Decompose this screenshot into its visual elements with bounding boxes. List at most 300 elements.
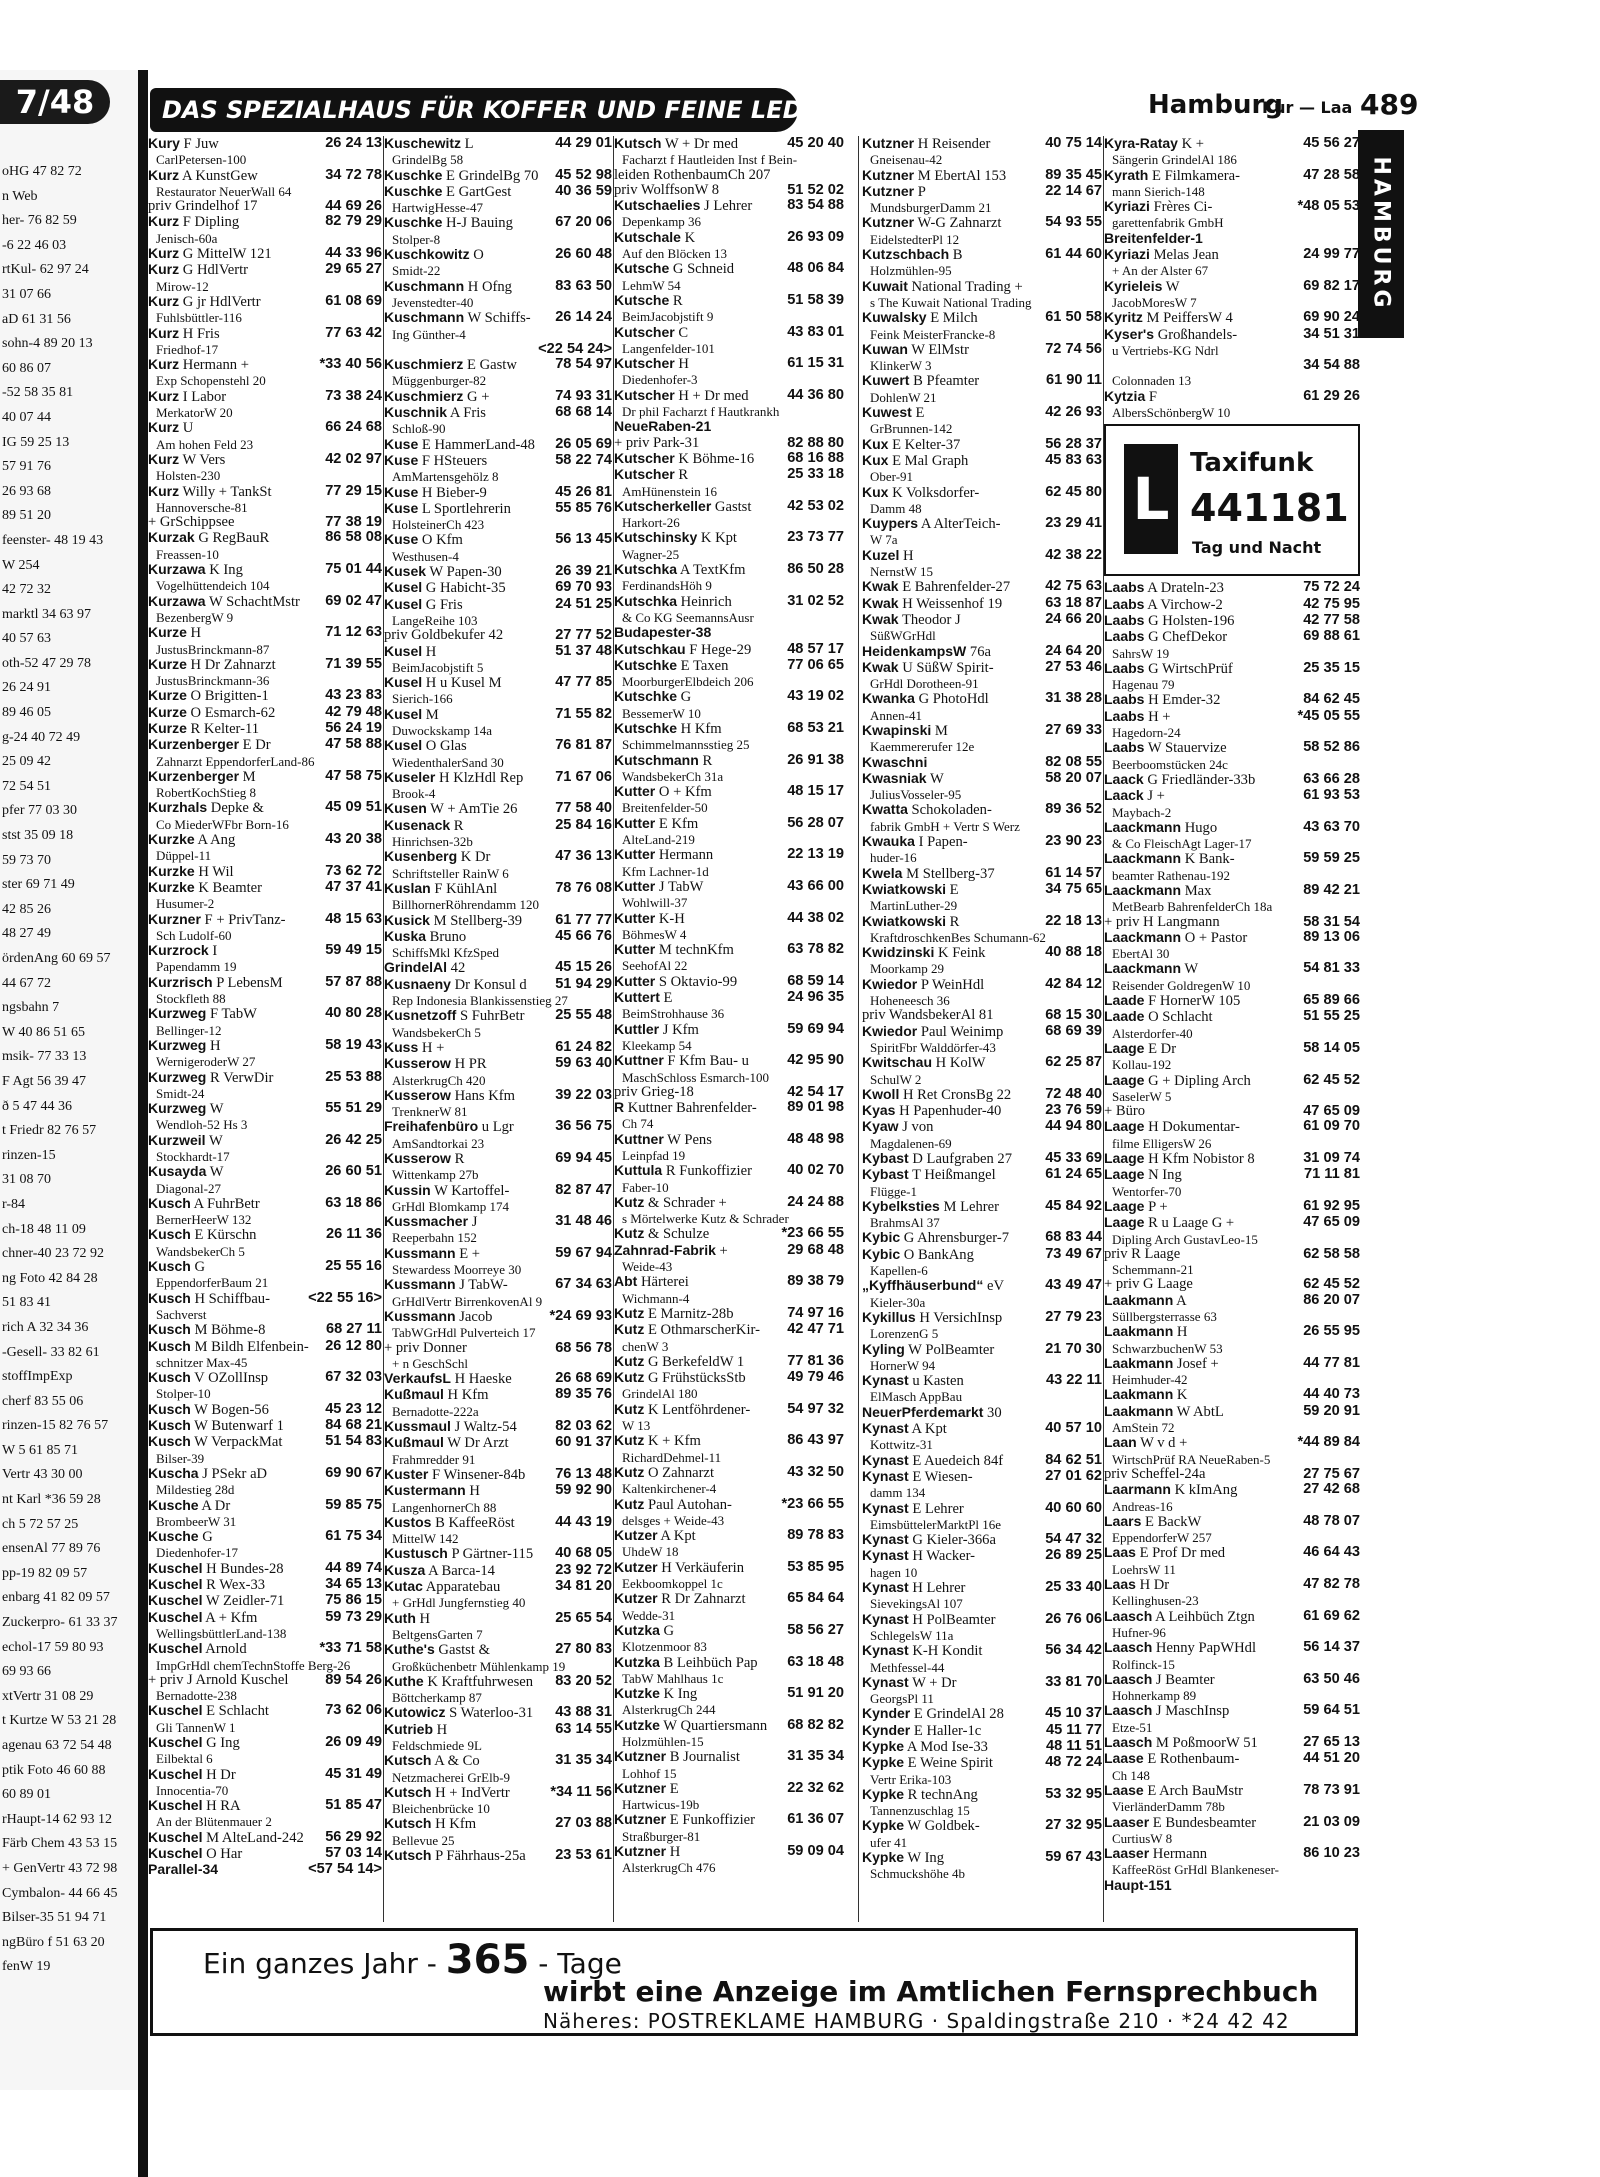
entry-address: WandsbekerCh 31a [622, 768, 724, 784]
entry-phone: 68 27 11 [325, 1321, 382, 1338]
left-page-line: t Friedr 82 76 57 [2, 1123, 97, 1139]
listing-entry [1104, 1009, 1360, 1041]
listing-entry [614, 625, 844, 641]
entry-address: Heimhuder-42 [1112, 1372, 1188, 1388]
entry-address: Kottwitz-31 [870, 1437, 933, 1453]
entry-address: W 13 [622, 1418, 651, 1434]
listing-entry [148, 864, 382, 880]
entry-address: Bernadotte-238 [156, 1688, 237, 1704]
listing-entry [148, 1196, 382, 1228]
listing-column-4 [862, 136, 1102, 1922]
entry-name: Kyser's Großhandels- [1104, 325, 1238, 343]
listing-entry [384, 977, 612, 1009]
listing-entry [614, 1370, 844, 1402]
entry-name: HeidenkampsW 76a [862, 642, 991, 660]
entry-address: Jenisch-60a [156, 230, 218, 246]
entry-address: Kfm Lachner-1d [622, 863, 709, 879]
entry-phone: 51 91 20 [787, 1685, 844, 1702]
listing-entry [1104, 1404, 1360, 1436]
entry-address: Leinpfad 19 [622, 1148, 686, 1163]
entry-phone: 42 75 63 [1045, 578, 1102, 595]
entry-address: hagen 10 [870, 1564, 918, 1580]
listing-entry [148, 168, 382, 200]
entry-name: Kuschmierz E Gastw [384, 356, 517, 374]
entry-phone: 61 75 34 [325, 1528, 382, 1545]
listing-entry [614, 136, 844, 168]
entry-phone: 89 36 52 [1045, 801, 1102, 818]
entry-phone: 83 63 50 [555, 277, 612, 294]
entry-name: Kusch W VerpackMat [148, 1433, 283, 1451]
listing-entry [384, 136, 612, 168]
entry-name: Kwatta Schokoladen- [862, 801, 992, 819]
entry-phone: 59 67 94 [555, 1244, 612, 1261]
entry-name: Kutz G BerkefeldW 1 [614, 1352, 745, 1370]
listing-entry [384, 1816, 612, 1848]
listing-entry [384, 1467, 612, 1483]
entry-name: Kustos B KaffeeRöst [384, 1513, 515, 1531]
entry-address: Holsten-230 [156, 468, 221, 484]
left-page-line: 51 83 41 [2, 1295, 51, 1311]
listing-entry [1104, 1577, 1360, 1609]
listing-entry [862, 755, 1102, 771]
listing-entry [614, 594, 844, 626]
entry-phone: 43 63 70 [1303, 818, 1360, 835]
entry-name: Laage R u Laage G + [1104, 1214, 1235, 1232]
listing-entry [384, 1611, 612, 1643]
listing-entry [862, 1151, 1102, 1167]
left-page-line: 44 67 72 [2, 975, 51, 991]
entry-address: LehmW 54 [622, 277, 681, 293]
listing-entry [148, 1070, 382, 1102]
entry-phone: 54 47 32 [1045, 1531, 1102, 1548]
entry-phone: 45 83 63 [1045, 451, 1102, 468]
entry-name: priv WandsbekerAl 81 [862, 1007, 994, 1024]
listing-entry [384, 1419, 612, 1435]
entry-name: Kusch V OZollInsp [148, 1369, 269, 1387]
listing-entry [1104, 692, 1360, 708]
entry-name: Kusnaeny Dr Konsul d [384, 975, 527, 993]
entry-name: Kuschel R Wex-33 [148, 1576, 266, 1594]
entry-name: Kuschkowitz O [384, 246, 484, 264]
entry-name: Kusnetzoff S FuhrBetr [384, 1007, 525, 1025]
left-page-line: Zuckerpro- 61 33 37 [2, 1615, 118, 1631]
listing-entry [148, 1593, 382, 1609]
listing-entry [862, 1548, 1102, 1580]
listing-entry [614, 1163, 844, 1195]
entry-phone: 62 58 58 [1303, 1245, 1360, 1262]
entry-address: + An der Alster 67 [1112, 263, 1209, 279]
listing-entry [614, 1497, 844, 1529]
listing-entry [614, 721, 844, 753]
entry-phone: 75 72 24 [1303, 579, 1360, 596]
entry-address: BezenbergW 9 [156, 609, 234, 625]
entry-address: RobertKochStieg 8 [156, 785, 257, 801]
entry-name: Kyritz M PeiffersW 4 [1104, 309, 1233, 327]
entry-phone: 89 35 45 [1045, 166, 1102, 183]
entry-address: AmSandtorkai 23 [392, 1135, 485, 1151]
entry-address: Schemmann-21 [1112, 1262, 1194, 1278]
entry-phone: 24 51 25 [555, 595, 612, 612]
listing-entry [148, 1767, 382, 1799]
entry-name: Kutzka G [614, 1621, 675, 1639]
entry-phone: 56 24 19 [325, 719, 382, 736]
listing-entry [1104, 1073, 1360, 1105]
left-page-line: 72 54 51 [2, 778, 51, 794]
listing-entry [384, 1183, 612, 1215]
listing-entry [1104, 358, 1360, 389]
entry-phone: 61 44 60 [1045, 246, 1102, 263]
entry-name: Kurzweg F TabW [148, 1005, 257, 1023]
entry-name: Kuschmann W Schiffs- [384, 309, 531, 327]
entry-phone: *23 66 55 [781, 1495, 844, 1512]
entry-name: Kutsch H Kfm [384, 1815, 477, 1833]
listing-entry [148, 530, 382, 562]
entry-name: priv WolffsonW 8 [614, 181, 720, 198]
entry-name: Kwaschni [862, 753, 928, 770]
listing-entry [1104, 629, 1360, 661]
listing-entry [614, 1274, 844, 1306]
entry-name: Kussin W Kartoffel- [384, 1181, 510, 1199]
taxi-title: Taxifunk [1190, 448, 1314, 478]
entry-phone: 45 10 37 [1045, 1705, 1102, 1722]
entry-phone: 68 15 30 [1045, 1007, 1102, 1024]
left-page-line: oHG 47 82 72 [2, 164, 82, 179]
entry-name: Kutscher H + Dr med [614, 386, 749, 404]
listing-entry [148, 1038, 382, 1070]
entry-address: Stockhardt-17 [156, 1149, 230, 1164]
entry-phone: 47 28 58 [1303, 166, 1360, 183]
entry-address: Mirow-12 [156, 278, 209, 294]
left-page-line: ch 5 72 57 25 [2, 1516, 79, 1532]
entry-address: Auf den Blöcken 13 [622, 246, 728, 262]
left-page-line: 40 07 44 [2, 409, 51, 425]
listing-entry [614, 753, 844, 785]
listing-entry [148, 625, 382, 657]
entry-name: Kurz I Labor [148, 387, 227, 405]
entry-address: BöhmesW 4 [622, 926, 687, 942]
entry-address: Sängerin GrindelAl 186 [1112, 152, 1237, 168]
entry-name: Kutscher C [614, 323, 689, 341]
entry-phone: 24 96 35 [787, 989, 844, 1006]
entry-phone: 58 22 74 [555, 451, 612, 468]
listing-entry [384, 405, 612, 437]
listing-entry [862, 977, 1102, 1009]
listing-entry [614, 847, 844, 879]
entry-name: Kynast H Lehrer [862, 1579, 966, 1597]
entry-phone: 53 85 95 [787, 1558, 844, 1575]
listing-entry [862, 1469, 1102, 1501]
entry-phone: 23 90 23 [1045, 833, 1102, 850]
entry-address: Eilbektal 6 [156, 1751, 213, 1767]
entry-phone: 83 54 88 [787, 197, 844, 214]
entry-address: Schmuckshöhe 4b [870, 1866, 965, 1882]
listing-entry [384, 1151, 612, 1183]
entry-address: u Vertriebs-KG Ndrl [1112, 342, 1219, 358]
entry-phone: 26 60 48 [555, 246, 612, 263]
entry-address: Flügge-1 [870, 1183, 917, 1199]
entry-phone: 59 67 43 [1045, 1849, 1102, 1866]
entry-phone: 56 28 07 [787, 814, 844, 831]
entry-phone: 73 62 06 [325, 1702, 382, 1719]
left-page-line: 89 46 05 [2, 705, 51, 721]
entry-name: priv R Laage [1104, 1245, 1181, 1262]
entry-name: Kussmann Jacob [384, 1307, 493, 1325]
listing-entry [1104, 199, 1360, 231]
entry-name: Kynast H Wacker- [862, 1547, 976, 1565]
entry-phone: 26 14 24 [555, 309, 612, 326]
entry-phone: 61 90 11 [1045, 372, 1102, 389]
entry-address: BrahmsAl 37 [870, 1215, 940, 1231]
entry-address: Kapellen-6 [870, 1263, 928, 1279]
listing-entry [148, 1830, 382, 1846]
entry-name: Laabs H + [1104, 707, 1171, 725]
left-page-line: n Web [2, 188, 38, 204]
header-range: Kur — Laa [1262, 98, 1353, 117]
entry-name: Laasch Henny PapWHdl [1104, 1639, 1257, 1657]
left-page-line: 48 27 49 [2, 926, 51, 942]
listing-entry [614, 1022, 844, 1054]
left-page-line: -52 58 35 81 [2, 385, 74, 401]
entry-phone: 67 34 63 [555, 1276, 612, 1293]
listing-entry [148, 246, 382, 262]
listing-entry [1104, 961, 1360, 993]
entry-phone: 27 03 88 [555, 1815, 612, 1832]
entry-address: VierländerDamm 78b [1112, 1799, 1225, 1815]
entry-name: Kusch W Bogen-56 [148, 1400, 269, 1418]
entry-address: SchlegelsW 11a [870, 1627, 954, 1643]
entry-phone: 69 88 61 [1303, 628, 1360, 645]
entry-phone: 25 55 48 [555, 1007, 612, 1024]
entry-phone: 42 77 58 [1303, 611, 1360, 628]
entry-address: Brook-4 [392, 786, 436, 802]
listing-entry [148, 484, 382, 516]
column-rule [858, 136, 859, 1922]
entry-name: Kutzke K Ing [614, 1685, 698, 1703]
entry-name: Kutsch W + Dr med [614, 135, 739, 152]
entry-address: Wedde-31 [622, 1607, 676, 1623]
entry-name: Kwauka I Papen- [862, 833, 968, 851]
entry-name: Kwanka G PhotoHdl [862, 690, 989, 708]
listing-entry [148, 737, 382, 769]
entry-name: Kutter M technKfm [614, 941, 734, 959]
entry-address: Kleekamp 54 [622, 1037, 692, 1053]
entry-name: Laackmann K Bank- [1104, 850, 1235, 868]
listing-entry [862, 1850, 1102, 1882]
listing-entry [148, 389, 382, 421]
entry-address: JacobMoresW 7 [1112, 294, 1197, 310]
entry-address: Jevenstedter-40 [392, 294, 474, 310]
entry-address: Bernadotte-222a [392, 1403, 479, 1419]
entry-name: Kussmann J TabW- [384, 1276, 508, 1294]
entry-name: Kusen W + AmTie 26 [384, 800, 518, 818]
entry-name: Kutter Hermann [614, 846, 714, 864]
entry-phone: 77 29 15 [325, 482, 382, 499]
entry-phone: 62 45 80 [1045, 483, 1102, 500]
entry-phone: 48 15 63 [325, 910, 382, 927]
entry-phone: 89 13 06 [1303, 928, 1360, 945]
listing-entry [384, 1277, 612, 1309]
listing-entry [384, 1040, 612, 1056]
entry-phone: 47 65 09 [1303, 1103, 1360, 1120]
entry-address: Diedenhofer-3 [622, 372, 698, 388]
entry-address: ufer 41 [870, 1834, 908, 1850]
entry-phone: 24 66 20 [1045, 610, 1102, 627]
entry-phone: 61 24 82 [555, 1038, 612, 1055]
entry-phone: 59 69 94 [787, 1020, 844, 1037]
entry-name: Laabs A Drateln-23 [1104, 579, 1224, 597]
entry-name: Kwidzinski K Feink [862, 944, 986, 962]
entry-address: Restaurator NeuerWall 64 [156, 183, 292, 199]
listing-entry [862, 1247, 1102, 1279]
listing-entry [862, 945, 1102, 977]
entry-phone: 89 54 26 [325, 1671, 382, 1688]
entry-phone: 40 60 60 [1045, 1499, 1102, 1516]
left-page-line: rHaupt-14 62 93 12 [2, 1811, 113, 1827]
entry-name: Kuth H [384, 1609, 431, 1627]
listing-entry [614, 784, 844, 816]
entry-address: AmStein 72 [1112, 1420, 1175, 1436]
entry-name: Laage P + [1104, 1197, 1168, 1215]
entry-name: priv Goldbekufer 42 [384, 627, 504, 644]
entry-phone: 43 32 50 [787, 1463, 844, 1480]
entry-phone [840, 419, 844, 435]
listing-entry [862, 1199, 1102, 1231]
entry-phone: 26 42 25 [325, 1131, 382, 1148]
listing-entry [384, 247, 612, 279]
entry-address: Wichmann-4 [622, 1290, 690, 1306]
entry-name: Kynast E Auedeich 84f [862, 1451, 1004, 1469]
listing-entry [148, 1641, 382, 1673]
entry-name: Kuschke E GartGest [384, 182, 512, 200]
entry-phone: 77 38 19 [325, 514, 382, 531]
entry-name: Kutschmann R [614, 751, 713, 769]
entry-address: BeltgensGarten 7 [392, 1626, 483, 1642]
listing-entry [862, 1087, 1102, 1103]
listing-entry [148, 1577, 382, 1593]
entry-name: Kurz W Vers [148, 450, 226, 468]
entry-name: Kuthe's Gastst & [384, 1641, 490, 1659]
entry-address: Bilser-39 [156, 1450, 205, 1466]
entry-address: EbertAl 30 [1112, 946, 1170, 962]
entry-address: SüßWGrHdl [870, 628, 936, 644]
entry-name: Kuttner F Kfm Bau- u [614, 1052, 749, 1070]
entry-phone: 59 59 25 [1303, 850, 1360, 867]
entry-name: Kuss H + [384, 1038, 445, 1056]
entry-name: Kuse E HammerLand-48 [384, 435, 535, 453]
entry-address: schnitzer Max-45 [156, 1354, 248, 1370]
entry-name: Kurzawa W SchachtMstr [148, 592, 300, 610]
entry-address: Sachverst [156, 1306, 207, 1322]
left-page-line: rtKul- 62 97 24 [2, 262, 89, 278]
entry-name: Kynast H PolBeamter [862, 1610, 996, 1628]
entry-phone: 71 55 82 [555, 705, 612, 722]
listing-entry [1104, 1293, 1360, 1325]
entry-phone: 34 54 88 [1303, 357, 1360, 374]
entry-phone: 24 64 20 [1045, 642, 1102, 659]
listing-entry [614, 198, 844, 230]
entry-address: Colonnaden 13 [1112, 373, 1192, 389]
listing-entry [148, 1561, 382, 1577]
listing-entry [384, 532, 612, 564]
entry-name: Kusch E Kürschn [148, 1226, 257, 1244]
entry-name: Kutz & Schrader + [614, 1193, 727, 1211]
entry-address: Hinrichsen-32b [392, 834, 473, 850]
listing-column-2 [384, 136, 612, 1922]
entry-phone: 61 09 70 [1303, 1118, 1360, 1135]
entry-address: Süllbergsterrasse 63 [1112, 1309, 1217, 1324]
listing-entry [614, 1132, 844, 1164]
entry-name: Kynast E Lehrer [862, 1499, 964, 1517]
entry-address: delsges + Weide-43 [622, 1512, 725, 1528]
entry-name: Laan W v d + [1104, 1434, 1188, 1452]
listing-entry [1104, 168, 1360, 200]
entry-phone: 86 10 23 [1303, 1845, 1360, 1862]
entry-name: Kynast E Wiesen- [862, 1467, 973, 1485]
entry-address: Hagedorn-24 [1112, 725, 1181, 741]
listing-entry [148, 214, 382, 246]
entry-phone: 48 11 51 [1045, 1737, 1102, 1754]
entry-name: Kwak U SüßW Spirit- [862, 658, 994, 676]
entry-address: Dr phil Facharzt f Hautkrankh [622, 404, 780, 420]
entry-phone: 76 13 48 [555, 1465, 612, 1482]
listing-entry [862, 1739, 1102, 1755]
listing-entry [614, 1591, 844, 1623]
page-binding [138, 70, 148, 2177]
entry-phone: 21 70 30 [1045, 1340, 1102, 1357]
listing-entry [1104, 1277, 1360, 1292]
entry-name: Kusza A Barca-14 [384, 1561, 495, 1579]
entry-address: TabW Mahlhaus 1c [622, 1670, 724, 1686]
listing-entry [1104, 1703, 1360, 1735]
entry-address: LangeReihe 103 [392, 612, 478, 628]
entry-name: Kurz U [148, 419, 194, 437]
entry-name: Kutzner H [614, 1843, 681, 1861]
left-page-line: sohn-4 89 20 13 [2, 336, 93, 352]
entry-address: JustusBrinckmann-87 [156, 641, 270, 657]
entry-name: Kuzel H [862, 546, 914, 564]
entry-name: Kutowicz S Waterloo-31 [384, 1704, 534, 1722]
entry-address: SahrsW 19 [1112, 645, 1170, 661]
entry-address: Stolper-8 [392, 231, 441, 247]
entry-name: Kury F Juw [148, 135, 219, 152]
listing-entry [148, 1291, 382, 1323]
entry-phone: 43 88 31 [555, 1704, 612, 1721]
entry-address: Klotzenmoor 83 [622, 1639, 707, 1655]
entry-name: Laabs G Holsten-196 [1104, 611, 1235, 629]
entry-phone: 40 36 59 [555, 182, 612, 199]
entry-name: Kurz F Dipling [148, 213, 240, 231]
entry-name: Kutzner E [614, 1779, 679, 1797]
entry-address: EppendorferW 257 [1112, 1530, 1212, 1546]
entry-phone: 68 53 21 [787, 719, 844, 736]
listing-entry [384, 437, 612, 453]
entry-phone: 42 38 22 [1045, 546, 1102, 563]
listing-entry [384, 801, 612, 817]
entry-name: Kypke W Ing [862, 1849, 945, 1867]
entry-name: Kwitschau H KolW [862, 1054, 986, 1072]
entry-phone: 82 08 55 [1045, 753, 1102, 770]
entry-name: Kutz O Zahnarzt [614, 1463, 715, 1481]
listing-entry [384, 1309, 612, 1341]
entry-address: beamter Rathenau-192 [1112, 867, 1231, 883]
listing-entry [862, 1405, 1102, 1421]
entry-name: Kurzawa K Ing [148, 561, 243, 579]
listing-entry [384, 929, 612, 961]
entry-name: Kusserow Hans Kfm [384, 1086, 515, 1104]
entry-address: Kellinghusen-23 [1112, 1593, 1199, 1609]
listing-entry [614, 168, 844, 183]
entry-address: Smidt-22 [392, 263, 441, 279]
